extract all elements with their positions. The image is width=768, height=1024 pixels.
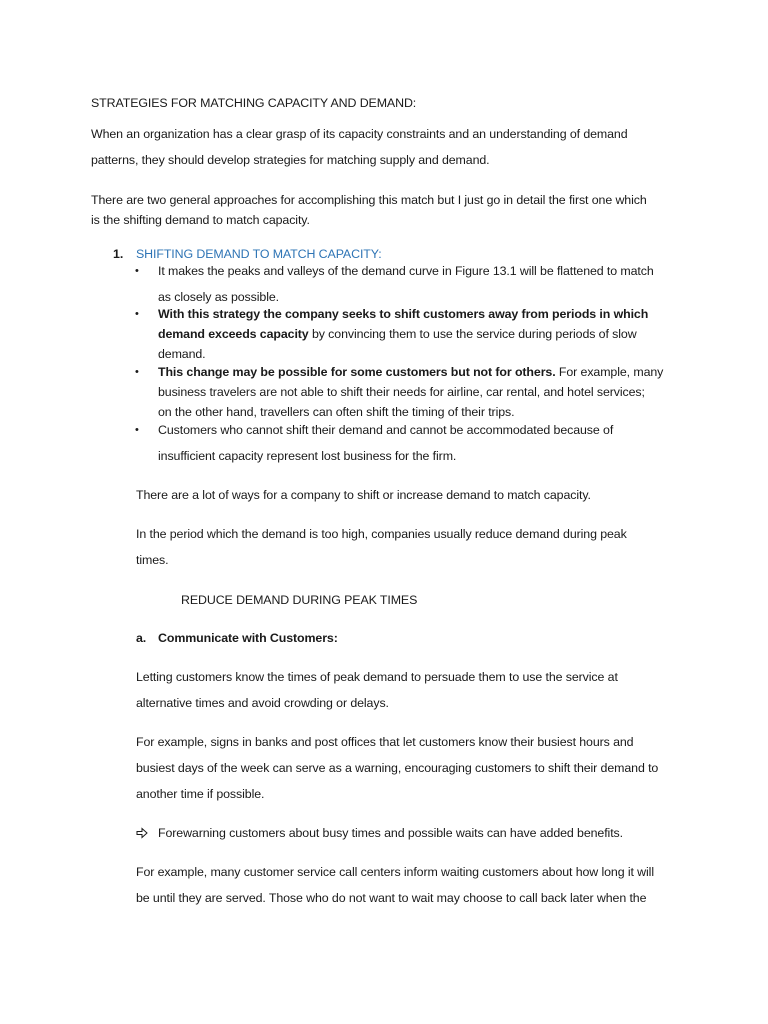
reduce-demand-heading: REDUCE DEMAND DURING PEAK TIMES: [181, 593, 418, 607]
bullet-2-line-3: demand.: [158, 347, 206, 361]
intro-line-2: patterns, they should develop strategies for matching supply and demand.: [91, 153, 490, 167]
bullet-marker: •: [135, 424, 139, 436]
subsection-title: Communicate with Customers:: [158, 631, 338, 645]
bullet-1-line-1: It makes the peaks and valleys of the demand curve in Figure 13.1 will be flattened to match: [158, 264, 654, 278]
approaches-line-1: There are two general approaches for accomplishing this match but I just go in detail the first one which: [91, 193, 647, 207]
bullet-4-line-2: insufficient capacity represent lost business for the firm.: [158, 449, 457, 463]
example1-line-1: For example, signs in banks and post offices that let customers know their busiest hours and: [136, 735, 634, 749]
document-heading: STRATEGIES FOR MATCHING CAPACITY AND DEMAND:: [91, 96, 417, 110]
bullet-4-line-1: Customers who cannot shift their demand and cannot be accommodated because of: [158, 423, 614, 437]
bullet-3-line-3: on the other hand, travellers can often shift the timing of their trips.: [158, 405, 515, 419]
example1-line-3: another time if possible.: [136, 787, 265, 801]
bullet-1-line-2: as closely as possible.: [158, 290, 279, 304]
period-line-2: times.: [136, 553, 169, 567]
ways-paragraph: There are a lot of ways for a company to shift or increase demand to match capacity.: [136, 488, 591, 502]
letting-line-2: alternative times and avoid crowding or delays.: [136, 696, 389, 710]
bullet-marker: •: [135, 265, 139, 277]
example2-line-1: For example, many customer service call centers inform waiting customers about how long it will: [136, 865, 654, 879]
bullet-2-bold-phrase: demand exceeds capacity: [158, 327, 309, 341]
bullet-marker: •: [135, 308, 139, 320]
subsection-label: a.: [136, 631, 147, 645]
bullet-3-line-1: [158, 364, 663, 380]
bullet-2-line-1: With this strategy the company seeks to shift customers away from periods in which: [158, 307, 649, 321]
bullet-2-rest: by convincing them to use the service during periods of slow: [308, 327, 637, 341]
letting-line-1: Letting customers know the times of peak demand to persuade them to use the service at: [136, 670, 618, 684]
section-number: 1.: [113, 247, 124, 261]
intro-line-1: When an organization has a clear grasp of its capacity constraints and an understanding of demand: [91, 127, 628, 141]
bullet-3-rest: For example, many: [555, 365, 664, 379]
bullet-3-line-2: business travelers are not able to shift their needs for airline, car rental, and hotel services;: [158, 385, 645, 399]
bullet-marker: •: [135, 366, 139, 378]
arrow-right-icon: [136, 825, 148, 841]
section-title: SHIFTING DEMAND TO MATCH CAPACITY:: [136, 247, 382, 261]
bullet-2-line-2: [158, 326, 637, 342]
period-line-1: In the period which the demand is too high, companies usually reduce demand during peak: [136, 527, 627, 541]
example1-line-2: busiest days of the week can serve as a warning, encouraging customers to shift their demand to: [136, 761, 659, 775]
forewarning-line: Forewarning customers about busy times and possible waits can have added benefits.: [158, 826, 623, 840]
approaches-line-2: is the shifting demand to match capacity.: [91, 213, 310, 227]
bullet-3-bold-phrase: This change may be possible for some customers but not for others.: [158, 365, 556, 379]
example2-line-2: be until they are served. Those who do not want to wait may choose to call back later when the: [136, 891, 647, 905]
